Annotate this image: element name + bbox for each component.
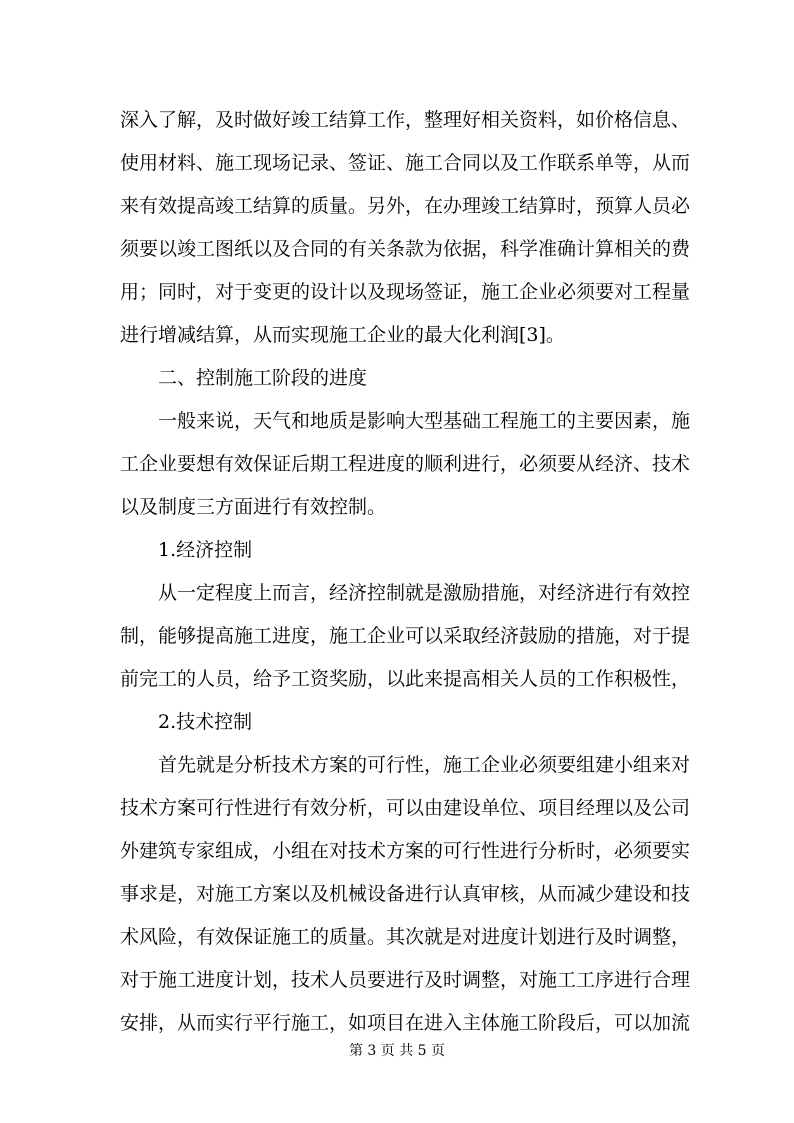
paragraph-line: 首先就是分析技术方案的可行性，施工企业必须要组建小组来对 xyxy=(158,754,691,776)
paragraph-line: 深入了解，及时做好竣工结算工作，整理好相关资料，如价格信息、 xyxy=(120,109,691,131)
paragraph-line: 来有效提高竣工结算的质量。另外，在办理竣工结算时，预算人员必 xyxy=(120,195,691,217)
paragraph-line: 对于施工进度计划，技术人员要进行及时调整，对施工工序进行合理 xyxy=(120,969,691,991)
paragraph-line: 进行增减结算，从而实现施工企业的最大化利润[3]。 xyxy=(120,324,565,346)
paragraph-line: 外建筑专家组成，小组在对技术方案的可行性进行分析时，必须要实 xyxy=(120,840,691,862)
paragraph-line: 前完工的人员，给予工资奖励，以此来提高相关人员的工作积极性， xyxy=(120,668,691,690)
paragraph-line: 须要以竣工图纸以及合同的有关条款为依据，科学准确计算相关的费 xyxy=(120,238,691,260)
page-footer xyxy=(0,1042,794,1060)
paragraph-line: 事求是，对施工方案以及机械设备进行认真审核，从而减少建设和技 xyxy=(120,883,691,905)
paragraph-line: 一般来说，天气和地质是影响大型基础工程施工的主要因素，施 xyxy=(158,410,691,432)
paragraph-line: 制，能够提高施工进度，施工企业可以采取经济鼓励的措施，对于提 xyxy=(120,625,691,647)
page-number-label: 第 3 页 共 5 页 xyxy=(348,1043,446,1059)
paragraph-line: 以及制度三方面进行有效控制。 xyxy=(120,496,387,518)
paragraph-line: 安排，从而实行平行施工，如项目在进入主体施工阶段后，可以加流 xyxy=(120,1012,691,1034)
subsection-heading: 2.技术控制 xyxy=(158,711,253,733)
paragraph-line: 术风险，有效保证施工的质量。其次就是对进度计划进行及时调整， xyxy=(120,926,691,948)
paragraph-line: 从一定程度上而言，经济控制就是激励措施，对经济进行有效控 xyxy=(158,582,691,604)
paragraph-line: 使用材料、施工现场记录、签证、施工合同以及工作联系单等，从而 xyxy=(120,152,691,174)
subsection-heading: 1.经济控制 xyxy=(158,539,253,561)
section-heading: 二、控制施工阶段的进度 xyxy=(158,367,368,389)
paragraph-line: 工企业要想有效保证后期工程进度的顺利进行，必须要从经济、技术 xyxy=(120,453,691,475)
paragraph-line: 技术方案可行性进行有效分析，可以由建设单位、项目经理以及公司 xyxy=(120,797,691,819)
paragraph-line: 用；同时，对于变更的设计以及现场签证，施工企业必须要对工程量 xyxy=(120,281,691,303)
